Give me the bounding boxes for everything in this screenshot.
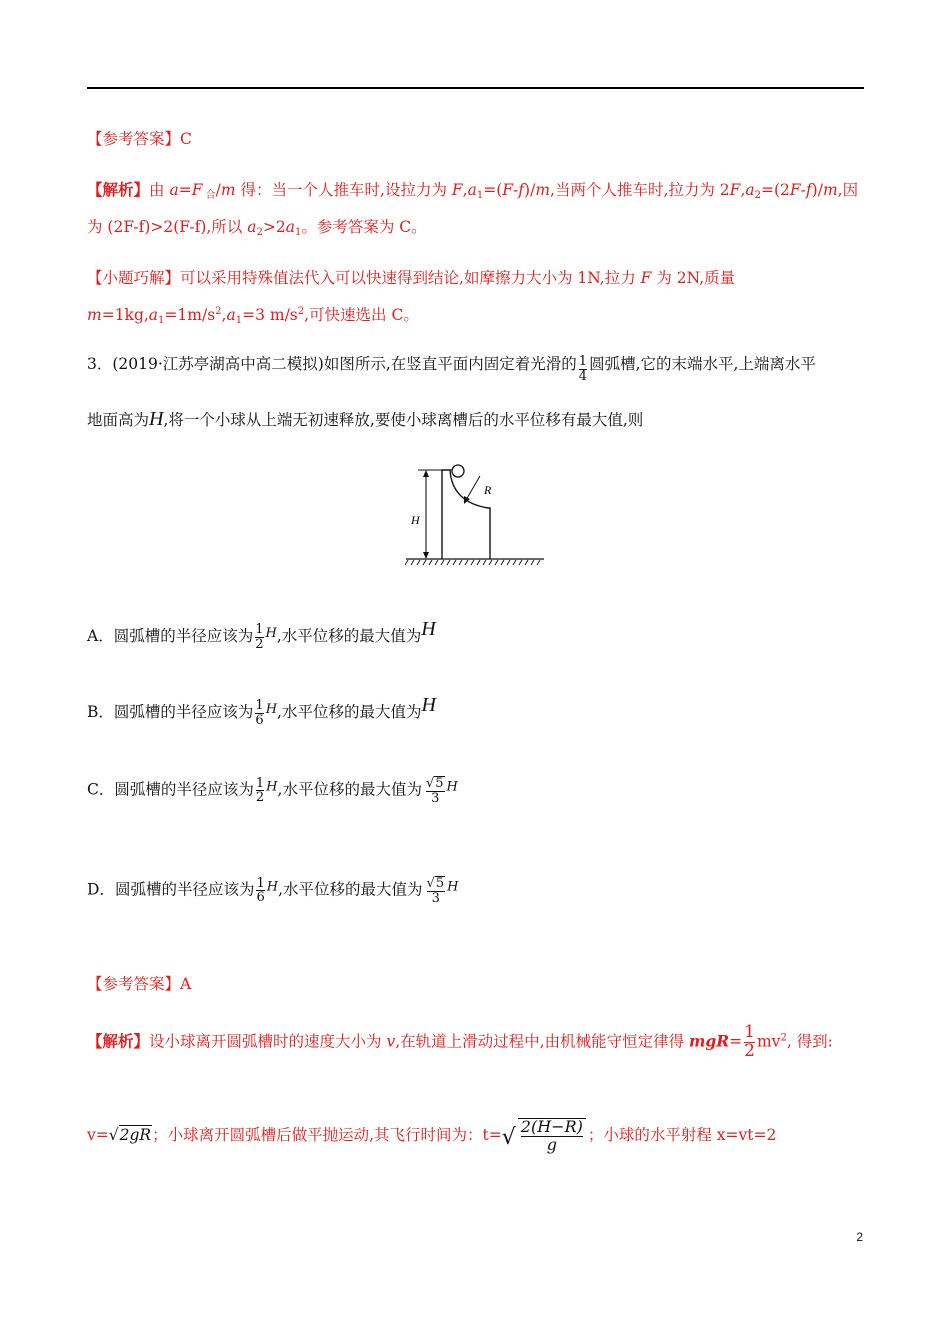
formula-part: 为 2N,质量 xyxy=(651,269,736,287)
formula-part: 1 xyxy=(158,315,165,326)
option-c[interactable]: C．圆弧槽的半径应该为 $\frac{1}{2}$ $^H$,水平位移的最大值为 $\frac{√5}{3}$ $^H$ xyxy=(87,775,458,806)
formula-part: f xyxy=(805,181,812,199)
formula-part: F xyxy=(789,181,801,199)
option-b[interactable]: B．圆弧槽的半径应该为 $\frac{1}{6}$ $^H$,水平位移的最大值为H xyxy=(87,694,436,728)
label-R: R xyxy=(484,483,492,497)
formula-part: 为 (2F-f)>2(F-f),所以 xyxy=(87,218,248,236)
formula-part: 2 xyxy=(754,190,761,201)
radius-arrow xyxy=(466,476,480,500)
formula-part: )/ xyxy=(811,181,823,199)
formula-part: ,当两个人推车时,拉力为 2 xyxy=(550,181,730,199)
formula-part: , xyxy=(740,181,746,199)
formula-part: m xyxy=(822,181,838,199)
tip-line-1: 【小题巧解】可以采用特殊值法代入可以快速得到结论,如摩擦力大小为 1N,拉力 F 为 2N,质量 xyxy=(87,269,736,287)
ball xyxy=(452,465,464,477)
formula-part: =1kg, xyxy=(101,306,149,324)
header-rule xyxy=(87,87,864,89)
formula-part: m xyxy=(535,181,551,199)
formula-part: 2 xyxy=(256,227,263,238)
formula-part: a xyxy=(745,181,755,199)
formula-part: F xyxy=(640,269,652,287)
formula-part: m xyxy=(87,306,102,324)
formula-part: 可以采用特殊值法代入可以快速得到结论,如摩擦力大小为 1N,拉力 xyxy=(180,269,641,287)
page-number: 2 xyxy=(856,1230,863,1244)
tip-line-2 xyxy=(87,303,419,326)
formula-part: , xyxy=(462,181,468,199)
track-outline xyxy=(442,470,490,559)
option-a[interactable]: A．圆弧槽的半径应该为 $\frac{1}{2}$ $^H$,水平位移的最大值为H xyxy=(87,618,436,652)
formula-part: 1 xyxy=(235,315,243,326)
answer-1: 【参考答案】C xyxy=(87,130,192,148)
analysis-1-line-1: 【解析】由 a=F $_合$/m 得：当一个人推车时,设拉力为 $F,a_1=(F-f)/m$,当两个人推车时,拉力为 $2F,a_2=(2F-f)/m$,因 xyxy=(87,180,859,201)
formula-part: =(2 xyxy=(761,181,790,199)
formula-part: a xyxy=(467,181,477,199)
analysis-2-line-1: 【解析】设小球离开圆弧槽时的速度大小为 v,在轨道上滑动过程中,由机械能守恒定律得 mgR= $\frac{1}{2}$ $mv^2$, 得到: xyxy=(87,1022,833,1061)
formula-part: 1 xyxy=(476,190,484,201)
ground-hatching xyxy=(405,560,540,565)
formula-part: a xyxy=(169,181,179,199)
formula-part: 合 xyxy=(202,190,216,201)
formula-part: = xyxy=(178,181,192,199)
formula-part: a xyxy=(226,306,236,324)
answer-2: 【参考答案】A xyxy=(87,975,192,993)
formula-part: F xyxy=(191,181,203,199)
formula-part: =3 m/s xyxy=(242,306,298,324)
formula-part: ,可快速选出 C。 xyxy=(304,306,419,324)
formula-part: , xyxy=(221,306,227,324)
label-H: H xyxy=(411,513,420,527)
formula-part: =1m/s xyxy=(164,306,216,324)
formula-part: m xyxy=(220,181,236,199)
analysis-1-line-2 xyxy=(87,215,427,238)
formula-part: 由 xyxy=(149,181,170,199)
formula-part: ,因 xyxy=(837,181,859,199)
formula-part: a xyxy=(247,218,257,236)
formula-part: a xyxy=(285,218,295,236)
formula-part: - xyxy=(513,181,519,199)
formula-part: >2 xyxy=(262,218,286,236)
formula-part: a xyxy=(148,306,159,324)
formula-part: - xyxy=(800,181,806,199)
formula-part: )/ xyxy=(524,181,536,199)
formula-part: 2 xyxy=(215,306,222,317)
formula-part: F xyxy=(451,181,463,199)
quarter-fraction: $\frac{1}{4}$ xyxy=(578,354,588,384)
formula-part: F xyxy=(502,181,514,199)
figure-arc-track xyxy=(400,462,550,572)
question-line-2: 地面高为H,将一个小球从上端无初速释放,要使小球离槽后的水平位移有最大值,则 xyxy=(87,408,644,430)
formula-part: / xyxy=(215,181,221,199)
formula-part: 得：当一个人推车时,设拉力为 xyxy=(235,181,452,199)
formula-part: f xyxy=(518,181,525,199)
option-d[interactable]: D．圆弧槽的半径应该为 $\frac{1}{6}$ $^H$,水平位移的最大值为 $\frac{√5}{3}$ $^H$ xyxy=(87,875,459,906)
formula-part: F xyxy=(729,181,741,199)
formula-part: 2 xyxy=(297,306,305,317)
formula-part: =( xyxy=(483,181,503,199)
question-line-1: 3．(2019·江苏亭湖高中高二模拟)如图所示,在竖直平面内固定着光滑的 $\frac{1}{4}$ 圆弧槽,它的末端水平,上端离水平 xyxy=(87,354,816,384)
analysis-2-line-2: v=√2gR；小球离开圆弧槽后做平抛运动,其飞行时间为：t=√ $\frac{2(H-R)}{g}$ ；小球的水平射程 x=vt=2 xyxy=(87,1117,777,1154)
formula-part: 。参考答案为 C。 xyxy=(301,218,427,236)
formula-part: 1 xyxy=(294,227,302,238)
